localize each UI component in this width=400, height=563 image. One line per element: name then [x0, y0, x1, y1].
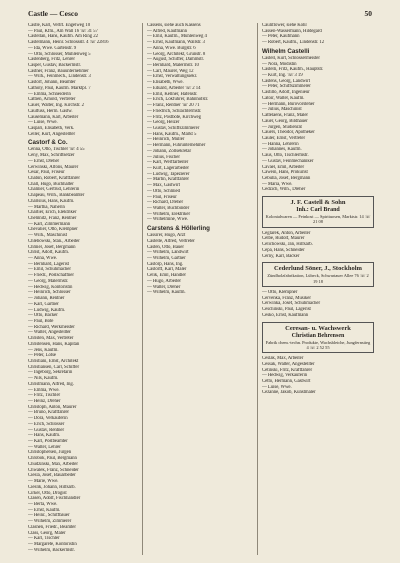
entry-heading: Wilhelm Castelli — [262, 47, 310, 55]
directory-entry: — Friedr., Postschaffner — [28, 273, 74, 279]
directory-entry: Cesko, Ernst, Kaufmann — [262, 312, 309, 318]
directory-entry: — Maria, Wwe. — [262, 181, 293, 187]
directory-entry: — Walter, Angestellter — [28, 330, 71, 336]
directory-entry: — Jürgen, Studienrat — [262, 124, 302, 130]
directory-entry: Cerwinski, Alfons, Maurer — [28, 164, 79, 170]
directory-entry: — Peter, Schiffszimmerer — [262, 84, 311, 90]
directory-entry: — Georg, Architekt, Grünstr. 8 — [147, 51, 206, 57]
directory-entry: — Martha, Näherin — [28, 204, 65, 210]
directory-entry: — Kurt, Lagerarbeiter — [147, 165, 189, 171]
directory-entry: — Fritz, Postbote, Kirchweg — [147, 114, 201, 120]
directory-entry: Christ, Adolf, Kaufm. — [28, 250, 69, 256]
directory-entry: Chlebowski, Stan., Arbeiter — [28, 238, 80, 244]
directory-entry: Ceny, Max, Schriftsetzer — [28, 153, 75, 159]
directory-entry: — Peter, Lotse — [28, 353, 57, 359]
directory-entry: — Karl, Tischler — [28, 536, 60, 542]
advertisement-box — [262, 322, 374, 354]
directory-entry: Cattelaens, Franz, Maler — [262, 113, 308, 119]
directory-entry: — Wilhelmine, Wwe. — [147, 217, 189, 223]
directory-entry: Cauers, Theodor, Apotheker — [262, 130, 315, 136]
directory-entry: — Heinz, Dreher — [28, 399, 61, 404]
directory-entry: Chrobok, Paul, Bergmann — [28, 456, 77, 462]
directory-entry: — Hermann, Fuhrunternehmer — [147, 143, 206, 149]
directory-entry: Cieslik, Johann, Hilfsarb. — [28, 484, 76, 490]
directory-entry: Chamier, Gertrud, Lehrerin — [28, 187, 80, 193]
directory-entry: — Paul, Friseur — [147, 194, 177, 200]
directory-entry: — Ernst, Kaufmann, Wallstr. 3 — [147, 40, 205, 46]
directory-entry: Chwalek, Franz, Schneider — [28, 467, 79, 473]
directory-entry: Chapeau, Wilh., Bankbeamter — [28, 193, 85, 199]
directory-entry: — Luise, Wwe. — [262, 384, 292, 390]
directory-entry: Cetto, Hermann, Gastwirt — [262, 378, 311, 384]
directory-entry: — Ernst, Verwaltungssekr. — [147, 74, 198, 80]
directory-entry: — Karl, Zimmermann — [28, 221, 71, 227]
directory-entry: — Franz, Rentner ☏ 20 71 — [147, 103, 200, 109]
directory-entry: — Karl, Gärtner — [28, 301, 59, 307]
directory-entry: — Nils, Kaufm. — [28, 376, 59, 382]
directory-entry: Cawein, Hans, Prokurist — [262, 170, 308, 176]
directory-entry: Ceglarek, Anton, Arbeiter — [262, 230, 311, 236]
directory-entry: — Emma, Schneiderin — [28, 91, 71, 97]
directory-entry: — Dora, Verkäuferin — [28, 416, 68, 422]
directory-entry: Ciesla, Josef, Bauarbeiter — [28, 473, 76, 479]
directory-entry: — Richard, Werkmeister — [28, 324, 75, 330]
directory-entry: Caspari, Elisabeth, Verk. — [28, 125, 75, 131]
directory-entry: Catoir, Walter, Kaufm. — [262, 95, 305, 101]
column-rule — [257, 23, 258, 555]
directory-entry: — Wilh., Maschinist — [28, 233, 68, 239]
directory-entry: Castellan, Hans, Kaufm. Am Ring 22 — [28, 34, 98, 40]
directory-entry: — Robert, Kaufm., Lindenstr. 12 — [262, 40, 325, 46]
directory-entry: — Georg, Heizer — [147, 120, 180, 126]
directory-entry: Christiani, Ernst, Architekt — [28, 358, 79, 364]
directory-entry: — Elisabeth, Wwe. — [147, 80, 184, 86]
directory-entry: — Wilhelm, Landwirt — [147, 250, 189, 256]
directory-entry: Cerwinka, Josef, Schuhmacher — [262, 301, 321, 307]
advertisement-detail: Kolonialwaren — Feinkost — Spirituosen, Marktstr. 14 ☏ 21 08 — [265, 214, 371, 225]
directory-entry: Castle, Karl, Vertrt. Engelweg 10 — [28, 23, 91, 28]
directory-entry: — Walter, Buchbinder — [147, 206, 190, 211]
directory-entry: — Otto, Bäcker — [28, 313, 58, 319]
directory-entry: Castens, Georg, Landwirt — [262, 78, 311, 84]
directory-entry: — Emil, Schuhmacher — [28, 267, 71, 273]
directory-entry: Castelmann, Heinr. Schlossstr. 4 ☏ 22816 — [28, 40, 109, 46]
directory-entry: Celichowski, Jan, Hilfsarb. — [262, 242, 313, 248]
directory-entry: Chall, Hugo, Buchhalter — [28, 181, 74, 187]
advertisement-name: Cederlund Söner, J., Stockholm — [274, 265, 362, 273]
directory-entry: — Max, Gastwirt — [147, 183, 180, 189]
directory-entry: — Johann, Rentner — [28, 296, 65, 302]
advertisement-name: Ceresan- u. Wachswerk — [285, 324, 351, 332]
directory-entry: — Otto, Schlosser, Mühlenweg 5 — [28, 51, 91, 57]
directory-entry: — Hermann, Bürovorsteher — [262, 101, 315, 107]
advertisement-detail: Fabrik chem.-techn. Produkte, Wachsbleiche, Jungfernstieg 4 ☏ 2 52 55 — [265, 339, 371, 350]
directory-entry: — Wilhelm, Zimmerer — [28, 519, 72, 525]
directory-entry: Cauler, Ernst, Vertreter — [262, 135, 306, 141]
directory-entry: — Gustav, Rentner — [28, 427, 65, 433]
directory-entry: Cetinski, Fritz, Kraftfahrer — [262, 367, 313, 373]
directory-entry: — Wilhelm, Gärtner — [147, 256, 186, 262]
directory-entry: Causemann, Karl, Arbeiter — [28, 114, 79, 120]
directory-entry: — Walter, Lehrer — [28, 444, 61, 450]
directory-entry: Castorp, Hans, Ing. — [147, 261, 184, 267]
directory-entry: Celik, Emil, Händler — [147, 273, 186, 279]
directory-entry: Ceschinski, Paul, Lagerist — [262, 307, 311, 313]
directory-entry: — Wilhelm, Bäckermstr. — [28, 547, 75, 553]
directory-entry: — Hanna, Lehrerin — [262, 141, 299, 147]
directory-entry: — Heinrich, Müller — [147, 137, 185, 143]
directory-entry: — Alfred, Kaufmann — [147, 28, 187, 34]
directory-entry: Charisius, Hans, Kaufm. — [28, 198, 75, 204]
directory-entry: — Fritz, Tischler — [28, 393, 61, 399]
directory-entry: Class, Georg, Maler — [28, 530, 66, 536]
directory-entry: — Kurt, Ing. ☏ 3 19 — [262, 73, 303, 79]
directory-entry: Cezanne, Jakob, Kunstmaler — [262, 390, 316, 396]
directory-entry: Celler, Kurt, Angestellter — [28, 131, 75, 137]
directory-entry: — Hedwig, Verkäuferin — [262, 373, 308, 379]
directory-entry: — Paul, Kfm., Am Wall 16 ☏ 31 57 — [28, 28, 98, 34]
page-number: 50 — [364, 9, 372, 18]
directory-entry: — Karl, Postbeamter — [28, 439, 68, 445]
directory-entry: Cauliflower, siehe Kohl — [262, 23, 307, 28]
directory-entry: Castorf, Johann, Beamter — [28, 80, 76, 86]
directory-entry: Cenna, Otto, Tischler ☏ 4 55 — [28, 147, 85, 153]
directory-entry: Catholy, Paul, Kaufm. Marktpl. 7 — [28, 85, 91, 91]
directory-entry: — Ludwig, Tapezierer — [147, 171, 190, 177]
directory-entry: Cessak, Walter, Angestellter — [262, 361, 315, 367]
directory-entry: Cirkel, Otto, Drogist — [28, 490, 67, 496]
directory-entry: — Emma, Wwe. — [28, 387, 60, 393]
directory-entry: Christophersen, Jürgen — [28, 450, 72, 456]
advertisement-detail: Zündholzfabrikation, Lübeck, Schwartauer Allee 76 ☏ 2 19 18 — [267, 273, 369, 284]
directory-entry: — Hedwig, Kontoristin — [28, 284, 73, 290]
directory-entry: Cesar, Paul, Friseur — [28, 170, 65, 176]
directory-entry: — Bernhard, Lagerist — [28, 261, 69, 267]
directory-entry: — Berta, Wwe. — [28, 501, 58, 507]
directory-entry: — Wilhelm, Elektriker — [147, 211, 191, 217]
directory-entry: Chabin, Robert, Kraftfahrer — [28, 175, 80, 181]
directory-entry: — Hans, Kaufm. — [28, 433, 61, 439]
directory-entry: Castorff, Karl, Maler — [147, 267, 187, 273]
directory-entry: Cedzich, Wilh., Dreher — [262, 187, 306, 193]
directory-entry: — Otto, Schmied — [147, 188, 180, 194]
directory-entry: Cebulla, Josef, Bergmann — [262, 175, 311, 181]
directory-entry: — Bernhard, Malermstr. 10 — [147, 63, 199, 69]
directory-entry: — Friedrich, Schlachtermstr. — [147, 108, 202, 114]
directory-entry: — Ernst, Kaufm. — [28, 507, 61, 513]
directory-entry: — Hans, Kaufm., Markt 5 — [147, 131, 197, 137]
directory-entry: — Jens, Kaufm. — [28, 347, 59, 353]
directory-column-1 — [28, 23, 138, 555]
directory-entry: Christen, Max, Vertreter — [28, 336, 74, 342]
directory-entry: Christiansen, Carl, Schiffer — [28, 364, 80, 370]
directory-entry: Cervenka, Franz, Musiker — [262, 295, 311, 301]
directory-entry: Cauer, Georg, Bildhauer — [262, 118, 308, 124]
directory-entry: — Otto, Klempner — [262, 289, 298, 295]
directory-entry: — Heinr., Schiffbauer — [28, 513, 70, 519]
directory-entry: — Walter, Dreher — [147, 284, 181, 290]
directory-entry: — Richard, Dreher — [147, 200, 184, 206]
directory-entry: — Johann, Zollsekretär — [147, 148, 192, 154]
directory-entry: Castenberg, Fritz, Lehrer — [28, 57, 75, 63]
directory-entry: Cassen-Wassermann, Hildegard — [262, 28, 322, 34]
directory-entry: — Carl, Maurer, Weg 12 — [147, 68, 194, 74]
directory-entry: Chudzinski, Max, Arbeiter — [28, 461, 78, 467]
advertisement-sub: Inh.: Carl Brand — [296, 207, 340, 214]
directory-entry: Christensen, Hans, Kapitän — [28, 341, 80, 347]
directory-entry: Cepa, Hans, Schneider — [262, 247, 305, 253]
directory-entry: — Nora, Modistin — [262, 61, 297, 67]
directory-entry: Castner, Franz, Bauunternehmer — [28, 68, 89, 74]
directory-entry: — Julius, Maschinist — [262, 107, 302, 113]
directory-entry: — Peter, Kaufmann — [262, 34, 300, 40]
directory-entry: — Paul, Bote — [28, 318, 54, 324]
directory-entry: Chmiel, Josef, Bergmann — [28, 244, 76, 250]
directory-entry: Chemnitz, Franz, Rentner — [28, 216, 77, 221]
directory-entry: Cavael, Emil, Arbeiter — [262, 164, 305, 170]
directory-entry: Castillo, Adolf, Ingenieur — [262, 90, 310, 96]
directory-entry: Christoph, Anton, Maurer — [28, 404, 77, 410]
directory-entry: — Georg, Malermstr. — [28, 278, 69, 284]
directory-entry: — Emil, Kellner, Hafenstr. — [147, 91, 198, 97]
directory-entry: Castelle, Alfred, Vertreter — [147, 238, 195, 244]
directory-entry: — Erich, Lokführer, Bahnhofstr. — [147, 97, 209, 103]
directory-entry: — Wilh., Feinmech., Lindenstr. 3 — [28, 74, 91, 80]
directory-column-3 — [262, 23, 374, 555]
advertisement-name: J. F. Castell & Sohn — [290, 199, 346, 207]
directory-entry: — Hugo, Arbeiter — [147, 278, 181, 284]
entry-heading: Castorf & Co. — [28, 139, 68, 147]
directory-entry: — Luise, Wwe. — [28, 120, 58, 126]
directory-entry: Cassirer, Hugo, Arzt — [147, 233, 186, 239]
directory-entry: Clasen, Adolf, Fischhändler — [28, 496, 81, 502]
directory-entry: — Ernst, Dreher — [28, 158, 60, 164]
directory-entry: Casper, Gustav, Bäckermstr. — [28, 63, 81, 69]
directory-entry: Christmann, Alfred, Ing. — [28, 381, 74, 387]
directory-entry: Chevalier, Otto, Klempner — [28, 227, 78, 233]
directory-entry: — August, Schiffer, Dammstr. — [147, 57, 204, 63]
advertisement-box — [262, 196, 374, 228]
directory-entry: — Karl, Werftarbeiter — [147, 160, 189, 166]
column-rule — [142, 23, 143, 555]
running-head: Castle — Cesco — [28, 9, 78, 18]
directory-column-2 — [147, 23, 257, 555]
directory-entry: Ceslak, Max, Arbeiter — [262, 356, 304, 362]
directory-entry: Casten, Otto, Bauer — [147, 244, 184, 250]
directory-entry: — Gustav, Feinmechaniker — [262, 158, 314, 164]
directory-entry: — Eduard, Arbeiter ☏ 2 14 — [147, 85, 201, 91]
directory-entry: Cerny, Karl, Bäcker — [262, 253, 300, 259]
directory-entry: — Anna, Wwe. Burgstr. 6 — [147, 45, 196, 51]
directory-entry: Charlier, Erich, Elektriker — [28, 210, 77, 216]
directory-entry: — Heinrich, Schlosser — [28, 290, 71, 296]
directory-entry: — Julius, Fischer — [147, 154, 180, 160]
directory-entry: — Ingeborg, Sekretärin — [28, 370, 73, 376]
directory-entry: — Ida, Wwe. Gartenstr. 9 — [28, 45, 77, 51]
directory-entry: — Gustav, Schiffszimmerer — [147, 125, 200, 131]
directory-entry: — Martin, Kraftfahrer — [147, 177, 189, 183]
advertisement-sub: Christian Behrensen — [291, 332, 345, 339]
directory-entry: — Emil, Kaufm., Mühlenweg 4 — [147, 34, 207, 40]
directory-entry: — Bruno, Kraftfahrer — [28, 410, 69, 416]
directory-entry: — Ludwig, Kaufm. — [28, 307, 66, 313]
directory-entry: Clashen, Friedr., Beamter — [28, 524, 76, 530]
directory-entry: Cattien, Arnold, Vertreter — [28, 97, 76, 103]
directory-entry: Caulfuss, Herm. Gastw. — [28, 108, 73, 114]
directory-entry: Caus, Otto, Tischlermstr. — [262, 153, 309, 159]
entry-heading: Carstens & Höllerling — [147, 225, 210, 233]
directory-entry: Cassens, siehe auch Kassens — [147, 23, 201, 28]
directory-entry: Castell, Kurt, Schlossermeister — [262, 55, 320, 61]
directory-entry: Cauer, Walter, Ing. Kirchstr. 2 — [28, 103, 84, 109]
directory-entry: — Johannes, Kaufm. — [262, 147, 302, 153]
advertisement-box — [262, 262, 374, 287]
directory-entry: Celbe, Rudolf, Maurer — [262, 236, 305, 242]
directory-entry: — Anna, Wwe. — [28, 256, 58, 262]
directory-entry: — Wilhelm, Kaufm. — [147, 290, 186, 296]
directory-entry: — Erich, Schlosser — [28, 421, 65, 427]
page-header — [28, 9, 372, 19]
directory-entry: — Marie, Wwe. — [28, 479, 59, 485]
directory-entry: Castelli, Fritz, Kaufm., Hauptstr. — [262, 67, 324, 73]
directory-entry: — Margarete, Kontoristin — [28, 541, 77, 547]
